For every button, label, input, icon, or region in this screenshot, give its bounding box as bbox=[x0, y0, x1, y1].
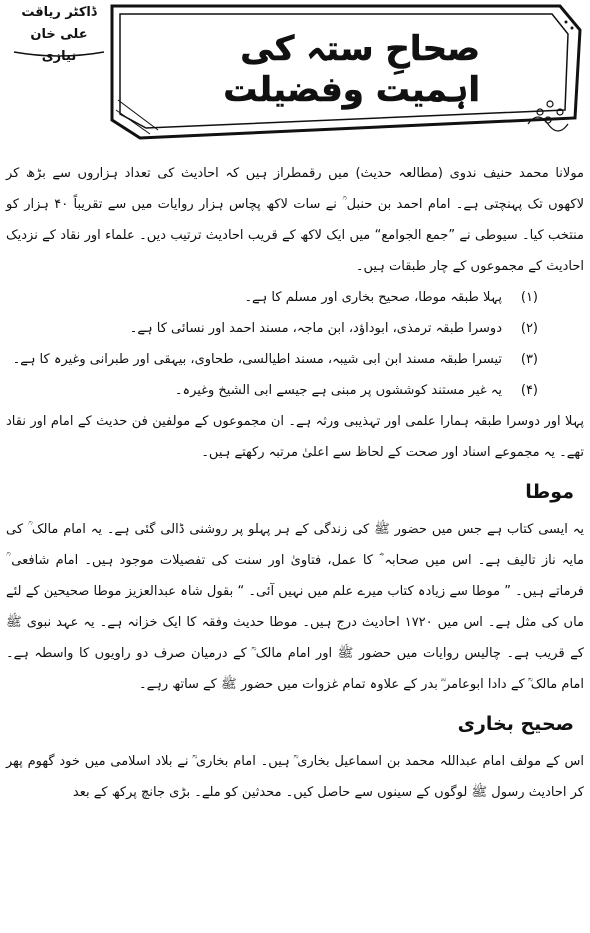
author-line-2: علی خان نیازی bbox=[30, 27, 88, 64]
section-heading-bukhari: صحیح بخاری bbox=[457, 713, 574, 735]
author-line-1: ڈاکٹر ریاقت bbox=[21, 5, 97, 20]
tier-text: تیسرا طبقہ مسند ابن ابی شیبہ، مسند اطیالسی، طحاوی، بیہقی اور طبرانی وغیرہ کا ہے۔ bbox=[12, 352, 502, 367]
tier-item bbox=[6, 282, 538, 313]
tier-text: یہ غیر مستند کوششوں پر مبنی ہے جیسے ابی الشیخ وغیرہ۔ bbox=[174, 383, 502, 398]
article-body bbox=[6, 150, 584, 808]
section-paragraph-muwatta: یہ ایسی کتاب ہے جس میں حضور ﷺ کی زندگی کے ہر پہلو پر روشنی ڈالی گئی ہے۔ یہ امام مالک ؒ کی مایہ ناز تالیف ہے۔ اس میں صحابہ ؓ کا عمل، فتاویٰ اور سنت کی تفصیلات موجود ہیں۔ امام شافعی ؒ فرماتے ہیں۔ ” موطا سے زیادہ کتاب میرے علم میں نہیں آئی۔ “ بقول شاہ عبدالعزیز موطا صحیحین کے لئے ماں کی مثل ہے۔ اس میں ۱۷۲۰ احادیث درج ہیں۔ موطا حدیث وفقہ کا ایک خزانہ ہے۔ یہ عہد نبوی ﷺ کے قریب ہے۔ چالیس روایات میں حضور ﷺ اور امام مالک ؒ کے درمیان صرف دو راویوں کا واسطہ ہے۔ امام مالک ؒ کے دادا ابوعامر ؓ بدر کے علاوہ تمام غزوات میں حضور ﷺ کے ساتھ رہے۔ bbox=[6, 522, 584, 692]
tier-number: (۳) bbox=[520, 352, 538, 367]
author-byline bbox=[14, 2, 104, 68]
tier-item bbox=[6, 313, 538, 344]
section-heading-muwatta: موطا bbox=[525, 481, 574, 503]
tier-text: پہلا طبقہ موطا، صحیح بخاری اور مسلم کا ہے۔ bbox=[244, 290, 502, 305]
tier-number: (۱) bbox=[520, 290, 538, 305]
tier-list bbox=[6, 282, 584, 406]
tier-item bbox=[6, 344, 538, 375]
title-banner bbox=[0, 0, 590, 150]
intro-paragraph: مولانا محمد حنیف ندوی (مطالعہ حدیث) میں رقمطراز ہیں کہ احادیث کی تعداد ہزاروں سے بڑھ کر لاکھوں تک پہنچتی ہے۔ امام احمد بن حنبل ؒ نے سات لاکھ پچاس ہزار روایات میں سے تقریباً ۴۰ ہزار کو منتخب کیا۔ سیوطی نے ”جمع الجوامع“ میں ایک لاکھ کے قریب احادیث ترتیب دیں۔ علماء اور نقاد کے نزدیک احادیث کے مجموعوں کے چار طبقات ہیں۔ bbox=[6, 166, 584, 274]
tier-number: (۲) bbox=[520, 321, 538, 336]
tier-item bbox=[6, 375, 538, 406]
page-title: صحاحِ ستہ کی اہمیت وفضیلت bbox=[223, 29, 480, 110]
tier-text: دوسرا طبقہ ترمذی، ابوداؤد، ابن ماجہ، مسند احمد اور نسائی کا ہے۔ bbox=[129, 321, 502, 336]
section-paragraph-bukhari: اس کے مولف امام عبداللہ محمد بن اسماعیل بخاری ؒ ہیں۔ امام بخاری ؒ نے بلاد اسلامی میں خود گھوم پھر کر احادیث رسول ﷺ لوگوں کے سینوں سے حاصل کیں۔ محدثین کو ملے۔ بڑی جانچ پرکھ کے بعد bbox=[6, 754, 584, 800]
tiers-summary-paragraph: پہلا اور دوسرا طبقہ ہمارا علمی اور تہذیبی ورثہ ہے۔ ان مجموعوں کے مولفین فن حدیث کے امام اور نقاد تھے۔ یہ مجموعے اسناد اور صحت کے لحاظ سے اعلیٰ مرتبہ رکھتے ہیں۔ bbox=[6, 414, 584, 460]
tier-number: (۴) bbox=[520, 383, 538, 398]
